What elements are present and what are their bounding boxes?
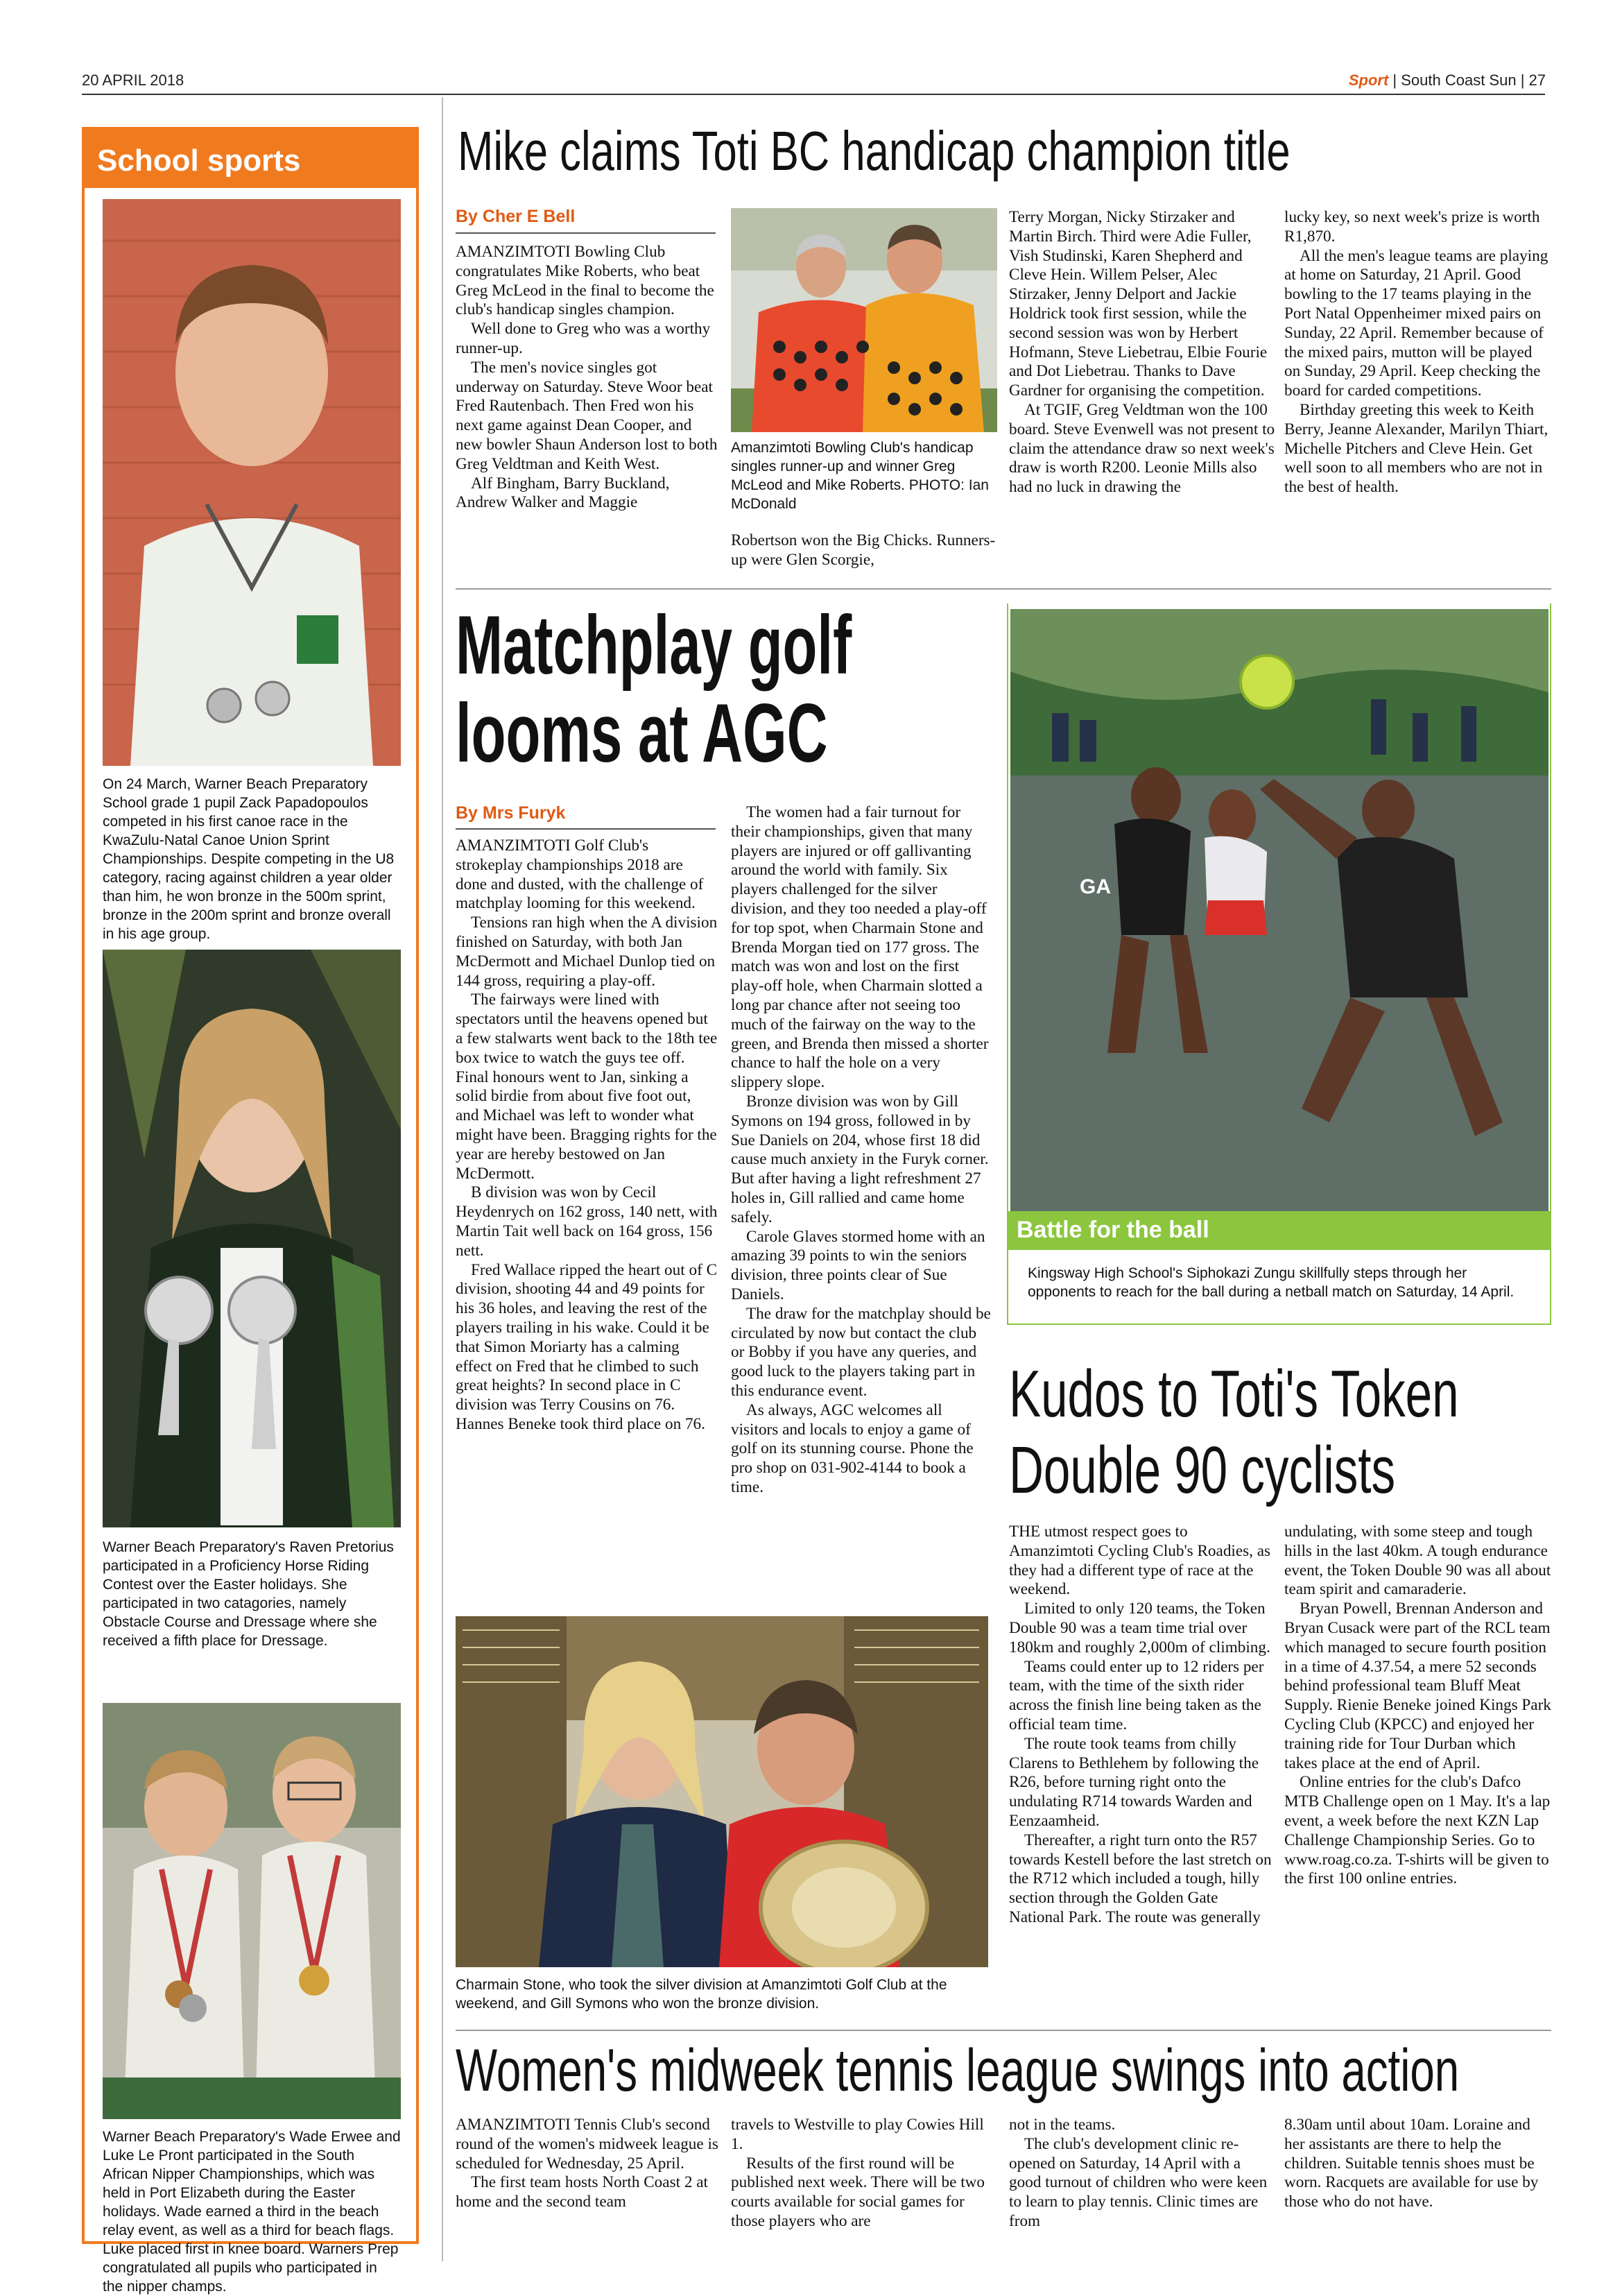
bowls-col1-p2: Well done to Greg who was a worthy runner-up. (456, 320, 711, 357)
photo-netball (1010, 609, 1548, 1211)
golf-col1-p4: B division was won by Cecil Heydenrych on 162 gross, 140 nett, with Martin Tait well back on 164 gross, 156 nett. (456, 1183, 718, 1260)
golf-byline: By Mrs Furyk (456, 803, 566, 823)
sidebar-caption-3: Warner Beach Preparatory's Wade Erwee and Luke Le Pront participated in the South African Nipper Championships, which was held in Port Elizabeth during the Easter holidays. Wade earned a third in the beach relay event, as well as a third for beach flags. Luke placed first in knee board. Warners Prep congratulated all pupils who participated in the nipper champs. (103, 2129, 401, 2295)
golf-col1-p1: AMANZIMTOTI Golf Club's strokeplay championships 2018 are done and dusted, with the challenge of matchplay looming for this weekend. (456, 837, 704, 913)
cycling-headline-line2: Double 90 cyclists (1009, 1433, 1396, 1507)
bowls-col4-p1: lucky key, so next week's prize is worth R1,870. (1284, 208, 1540, 246)
photo-zack-canoe (103, 199, 401, 766)
tennis-col-3 (1009, 2116, 1275, 2231)
photo-nipper-champs (103, 1703, 401, 2119)
golf-col2-p1: The women had a fair turnout for their championships, given that many players are injured or off gallivanting around the world with family. Six players challenged for the silver division, and they too needed a play-off for top spot, when Charmain Stone and Brenda Morgan tied on 177 gross. The match was won and lost on the first play-off hole, when Charmain slotted a long par chance after not seeing too much of the fairway on the way to the green, and Brenda then missed a shorter chance to half the hole on a very slippery slope. (731, 803, 989, 1092)
bowls-col4-p3: Birthday greeting this week to Keith Berry, Jeanne Alexander, Marilyn Thiart, Michelle Pitchers and Cleve Hein. Get well soon to all members who are not in the best of health. (1284, 400, 1548, 497)
netball-title-bar (1007, 1211, 1551, 1250)
cycling-col2-p1: undulating, with some steep and tough hills in the last 40km. A tough endurance event, the Token Double 90 was all about team spirit and camaraderie. (1284, 1523, 1551, 1599)
tennis-col-4 (1284, 2116, 1551, 2212)
bowls-col-4 (1284, 208, 1551, 497)
bowls-col4-p2: All the men's league teams are playing at home on Saturday, 21 April. Good bowling to the 17 teams playing in the Port Natal Oppenheimer mixed pairs on Sunday, 22 April. Remember because of the mixed pairs, mutton will be played on Sunday, 29 April. Keep checking the board for carded competitions. (1284, 246, 1548, 400)
bib-text: GA (1080, 875, 1111, 898)
bowls-col-2-tail (731, 531, 997, 570)
tennis-col3-p2: The club's development clinic re-opened on Saturday, 14 April with a good turnout of children who were keen to learn to play tennis. Clinic times are from (1009, 2134, 1268, 2230)
page-folio (1349, 71, 1546, 89)
header-rule (82, 94, 1545, 95)
tennis-col3-p1: not in the teams. (1009, 2116, 1116, 2134)
cycling-col1-p3: Teams could enter up to 12 riders per team, with the time of the sixth rider across the finish line being taken as the official team time. (1009, 1657, 1264, 1733)
tennis-col1-p2: The first team hosts North Coast 2 at home and the second team (456, 2173, 708, 2211)
cycling-col1-p1: THE utmost respect goes to Amanzimtoti Cycling Club's Roadies, as they had a different type of race at the weekend. (1009, 1523, 1271, 1599)
cycling-headline-line1: Kudos to Toti's Token (1009, 1357, 1459, 1431)
golf-col1-p2: Tensions ran high when the A division finished on Saturday, with both Jan McDermott and Michael Dunlop tied on 144 gross, requiring a play-off. (456, 914, 718, 990)
cycling-col1-p2: Limited to only 120 teams, the Token Double 90 was a team time trial over 180km and roughly 2,000m of climbing. (1009, 1600, 1270, 1656)
sidebar-caption-1: On 24 March, Warner Beach Preparatory School grade 1 pupil Zack Papadopoulos competed in his first canoe race in the KwaZulu-Natal Canoe Union Sprint Championships. Despite competing in the U8 category, racing against children a year older than him, he won bronze in the 500m sprint, bronze in the 200m sprint and bronze overall in his age group. (103, 776, 395, 942)
photo-bowls-winners (731, 208, 997, 432)
photo-raven-riding (103, 950, 401, 1527)
golf-col-2 (731, 803, 993, 1498)
bowls-col3-p1: Terry Morgan, Nicky Stirzaker and Martin Birch. Third were Adie Fuller, Vish Studinski, Karen Shepherd and Cleve Hein. Willem Pelser, Alec Stirzaker, Jenny Delport and Jackie Holdrick took first session, while the second session was won by Herbert Hofmann, Steve Liebetrau, Elbie Fourie and Dot Liebetrau. Thanks to Dave Gardner for organising the competition. (1009, 208, 1268, 400)
tennis-col2-p2: Results of the first round will be published next week. There will be two courts available for social games for those players who are (731, 2154, 985, 2230)
tennis-col4-p1: 8.30am until about 10am. Loraine and her assistants are there to help the children. Suitable tennis shoes must be worn. Racquets are available for use by those who do not have. (1284, 2116, 1539, 2211)
bowls-col1-p3: The men's novice singles got underway on Saturday. Steve Woor beat Fred Rautenbach. Then Fred won his next game against Dean Cooper, and new bowler Shaun Anderson lost to both Greg Veldtman and Keith West. (456, 358, 718, 473)
golf-col2-p4: The draw for the matchplay should be circulated by now but contact the club or Bobby if you have any queries, and good luck to the players taking part in this endurance event. (731, 1304, 991, 1400)
cycling-col2-p3: Online entries for the club's Dafco MTB Challenge open on 1 May. It's a lap event, a week before the next KZN Lap Challenge Championship Series. Go to www.roag.co.za. T-shirts will be given to the first 100 online entries. (1284, 1773, 1551, 1888)
bowls-bottom-rule (456, 588, 1551, 590)
photo-two-women-trophies (456, 1616, 988, 1967)
golf-col-1 (456, 837, 718, 1434)
bowls-col-1 (456, 243, 719, 513)
tennis-col2-p1: travels to Westville to play Cowies Hill 1. (731, 2116, 984, 2153)
golf-col2-p2: Bronze division was won by Gill Symons on 194 gross, followed in by Sue Daniels on 204, whose first 18 did cause much anxiety in the Furyk corner. But after having a light refreshment 27 holes in, Gill rallied and came home safely. (731, 1092, 989, 1226)
bowls-col3-p2: At TGIF, Greg Veldtman won the 100 board. Steve Evenwell was not present to claim the attendance draw so next week's draw is worth R200. Leonie Mills also had no luck in drawing the (1009, 400, 1275, 497)
school-sports-sidebar (82, 127, 419, 2295)
netball-title: Battle for the ball (1017, 1217, 1209, 1243)
golf-photo-caption: Charmain Stone, who took the silver division at Amanzimtoti Golf Club at the weekend, and Gill Symons who won the bronze division. (456, 1977, 947, 2012)
golf-col2-p5: As always, AGC welcomes all visitors and locals to enjoy a game of golf on its stunning course. Phone the pro shop on 031-902-4144 to book a time. (731, 1400, 974, 1496)
golf-headline-line1: Matchplay golf (456, 599, 852, 692)
photo-netball-players (1010, 609, 1548, 1211)
photo-girl-with-rosettes (103, 950, 401, 1527)
section-label: Sport (1348, 71, 1389, 89)
paper-name: | South Coast Sun | 27 (1392, 71, 1546, 89)
tennis-col-2 (731, 2116, 997, 2231)
tennis-top-rule (456, 2030, 1551, 2031)
golf-col2-p3: Carole Glaves stormed home with an amazing 39 points to win the seniors division, three points clear of Sue Daniels. (731, 1227, 985, 1303)
bowls-col1-p4: Alf Bingham, Barry Buckland, Andrew Walker and Maggie (456, 474, 670, 512)
golf-headline-line2: looms at AGC (456, 687, 828, 780)
bowls-col1-p1: AMANZIMTOTI Bowling Club congratulates Mike Roberts, who beat Greg McLeod in the final to become the club's handicap singles champion. (456, 243, 714, 319)
golf-byline-rule (456, 828, 716, 830)
cycling-col2-p2: Bryan Powell, Brennan Anderson and Bryan Cusack were part of the RCL team which managed to secure fourth position in a time of 4.37.54, a mere 52 seconds behind professional team Bluff Meat Supply. Rienie Beneke joined Kings Park Cycling Club (KPCC) and enjoyed her training ride for Tour Durban which takes place at the end of April. (1284, 1600, 1551, 1772)
bowls-col2-tail-text: Robertson won the Big Chicks. Runners-up were Glen Scorgie, (731, 531, 996, 569)
cycling-col-1 (1009, 1523, 1274, 1928)
cycling-col1-p4: The route took teams from chilly Clarens to Bethlehem by following the R26, before turning right onto the undulating R714 towards Warden and Eenzaamheid. (1009, 1734, 1259, 1830)
netball-caption: Kingsway High School's Siphokazi Zungu skillfully steps through her opponents to reach for the ball during a netball match on Saturday, 14 April. (1028, 1265, 1515, 1300)
page-date: 20 APRIL 2018 (82, 71, 184, 89)
photo-two-boys-with-medals (103, 1703, 401, 2119)
tennis-col-1 (456, 2116, 719, 2212)
netball-frame-bottom (1007, 1323, 1551, 1325)
cycling-col-2 (1284, 1523, 1551, 1889)
bowls-col-3 (1009, 208, 1275, 497)
tennis-col1-p1: AMANZIMTOTI Tennis Club's second round of the women's midweek league is scheduled for Wednesday, 25 April. (456, 2116, 718, 2173)
photo-golf-winners (456, 1616, 988, 1967)
column-divider (442, 97, 443, 2261)
bowls-headline: Mike claims Toti BC handicap champion title (458, 120, 1291, 182)
sidebar-title-text: School sports (97, 144, 301, 178)
golf-col1-p5: Fred Wallace ripped the heart out of C division, shooting 44 and 49 points for his 36 holes, and leaving the rest of the players trailing in his wake. Could it be that Simon Moriarty has a calming effect on Fred that he climbed to such great heights? In second place in C division was Terry Cousins on 76. Hannes Beneke took third place on 76. (456, 1260, 718, 1433)
bowls-photo-caption: Amanzimtoti Bowling Club's handicap singles runner-up and winner Greg McLeod and Mike Roberts. PHOTO: Ian McDonald (731, 440, 989, 512)
sidebar-title (85, 130, 416, 188)
cycling-col1-p5: Thereafter, a right turn onto the R57 towards Kestell before the last stretch on the R712 which included a tough, hilly section through the Golden Gate National Park. The route was generally (1009, 1831, 1272, 1926)
sidebar-caption-2: Warner Beach Preparatory's Raven Pretorius participated in a Proficiency Horse Riding Contest over the Easter holidays. She participated in two catagories, namely Obstacle Course and Dressage where she received a fifth place for Dressage. (103, 1539, 394, 1649)
bowls-byline: By Cher E Bell (456, 207, 576, 226)
photo-boy-with-medals (103, 199, 401, 766)
tennis-headline: Women's midweek tennis league swings into action (456, 2037, 1460, 2104)
photo-two-men-bowls-shirts (731, 208, 997, 432)
bowls-byline-rule (456, 232, 716, 234)
golf-col1-p3: The fairways were lined with spectators until the heavens opened but a few stalwarts went back to the 18th tee box twice to watch the guys tee off. Final honours went to Jan, sinking a solid birdie from about five foot out, and Michael was left to wonder what might have been. Bragging rights for the year are hereby bestowed on Jan McDermott. (456, 991, 718, 1183)
